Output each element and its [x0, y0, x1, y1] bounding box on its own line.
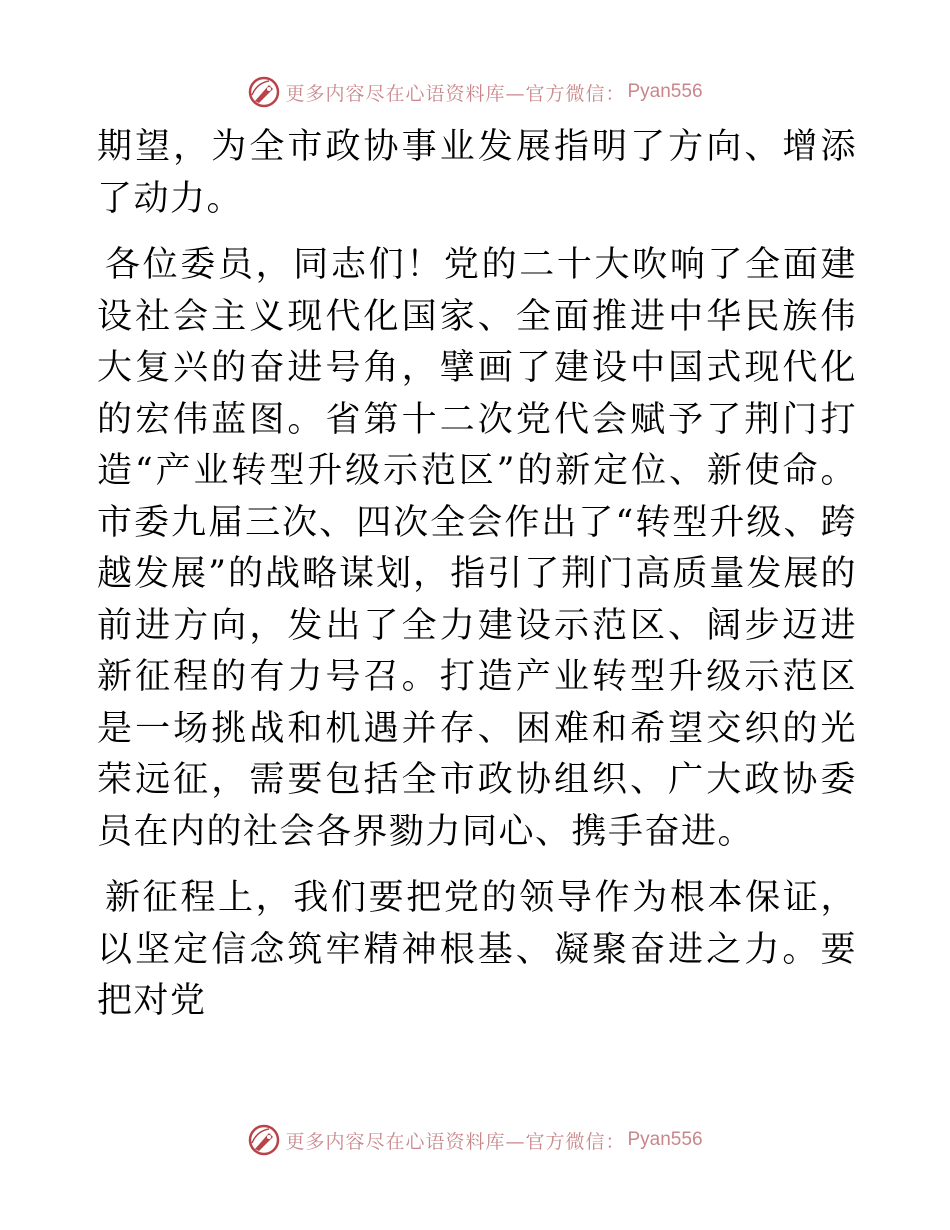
paragraph-2: 各位委员，同志们！党的二十大吹响了全面建设社会主义现代化国家、全面推进中华民族伟大复兴的奋进号角，擘画了建设中国式现代化的宏伟蓝图。省第十二次党代会赋予了荆门打造“产业转型升级示范区”的新定位、新使命。市委九届三次、四次全会作出了“转型升级、跨越发展”的战略谋划，指引了荆门高质量发展的前进方向，发出了全力建设示范区、阔步迈进新征程的有力号召。打造产业转型升级示范区是一场挑战和机遇并存、困难和希望交织的光荣远征，需要包括全市政协组织、广大政协委员在内的社会各界勠力同心、携手奋进。 [97, 245, 857, 852]
document-body [97, 122, 857, 1043]
banner-text: 更多内容尽在心语资料库—官方微信： [285, 82, 626, 105]
pen-nib-logo-icon [247, 75, 281, 109]
banner-wechat-id: Pyan556 [627, 81, 703, 102]
pen-nib-logo-icon [247, 1123, 281, 1157]
paragraph-3: 新征程上，我们要把党的领导作为根本保证，以坚定信念筑牢精神根基、凝聚奋进之力。要把对党 [97, 878, 857, 1021]
banner-text: 更多内容尽在心语资料库—官方微信： [285, 1130, 626, 1153]
footer-watermark-banner [0, 1120, 950, 1160]
banner-wechat-id: Pyan556 [627, 1129, 703, 1150]
header-watermark-banner [0, 72, 950, 112]
paragraph-1: 期望，为全市政协事业发展指明了方向、增添了动力。 [97, 127, 857, 219]
